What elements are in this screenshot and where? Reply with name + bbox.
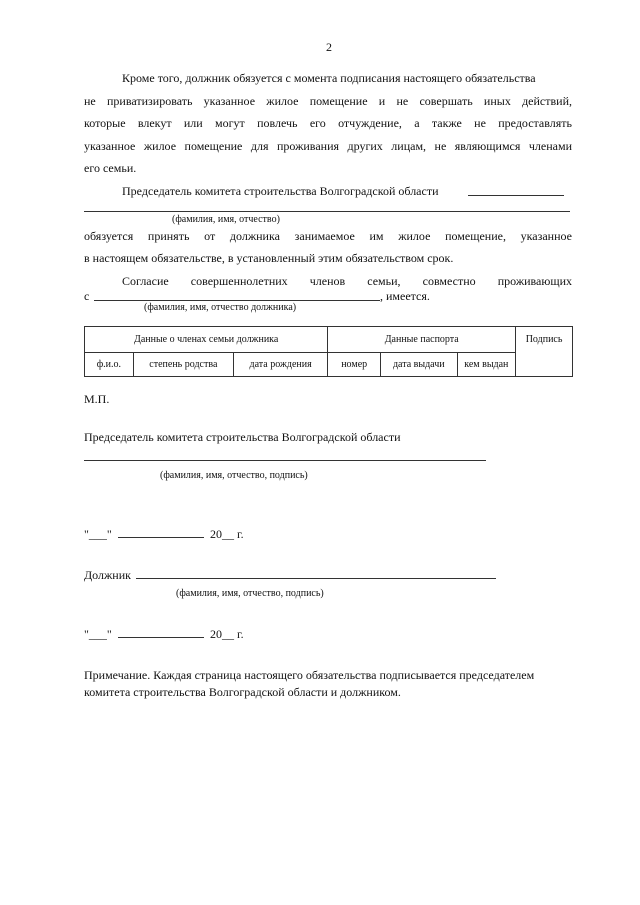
fio-caption-1: (фамилия, имя, отчество): [172, 214, 280, 225]
chairman-label: Председатель комитета строительства Волгоградской области: [122, 184, 439, 198]
consent-suffix: , имеется.: [380, 289, 430, 303]
note-line2: комитета строительства Волгоградской области и должником.: [84, 685, 401, 699]
debtor-label: Должник: [84, 568, 131, 582]
col-fio: ф.и.о.: [85, 353, 134, 377]
date2-quote: "___": [84, 627, 112, 641]
page-number: 2: [326, 40, 332, 54]
paragraph1-line4: указанное жилое помещение для проживания других лицам, не являющимся членами: [84, 139, 572, 153]
header-family-data: Данные о членах семьи должника: [85, 327, 328, 353]
stamp-place: М.П.: [84, 392, 110, 406]
col-relation: степень родства: [133, 353, 233, 377]
date2-year: 20__ г.: [210, 627, 244, 641]
debtor-sign-line: [136, 578, 496, 579]
paragraph2-line1: обязуется принять от должника занимаемое им жилое помещение, указанное: [84, 229, 572, 243]
chairman-label-2: Председатель комитета строительства Волгоградской области: [84, 430, 401, 444]
header-passport-data: Данные паспорта: [328, 327, 516, 353]
col-birth-date: дата рождения: [233, 353, 327, 377]
family-members-table: [84, 326, 573, 377]
fio-sign-caption-1: (фамилия, имя, отчество, подпись): [160, 470, 308, 481]
consent-line1: Согласие совершеннолетних членов семьи, совместно проживающих: [122, 274, 572, 288]
header-signature: Подпись: [516, 327, 573, 377]
chairman-fio-line: [84, 211, 570, 212]
paragraph1-line1: Кроме того, должник обязуется с момента подписания настоящего обязательства: [122, 71, 536, 85]
date2-month-line: [118, 637, 204, 638]
paragraph1-line5: его семьи.: [84, 161, 137, 175]
consent-caption: (фамилия, имя, отчество должника): [144, 302, 297, 313]
col-issue-date: дата выдачи: [381, 353, 457, 377]
col-passport-number: номер: [328, 353, 381, 377]
fio-sign-caption-2: (фамилия, имя, отчество, подпись): [176, 588, 324, 599]
consent-prefix: с: [84, 289, 90, 303]
col-issued-by: кем выдан: [457, 353, 516, 377]
note-line1: Примечание. Каждая страница настоящего обязательства подписывается председателем: [84, 668, 535, 682]
date1-quote: "___": [84, 527, 112, 541]
date1-year: 20__ г.: [210, 527, 244, 541]
paragraph1-line2: не приватизировать указанное жилое помещение и не совершать иных действий,: [84, 94, 572, 108]
chairman-signature-line: [468, 195, 564, 196]
paragraph2-line2: в настоящем обязательстве, в установленный этим обязательством срок.: [84, 251, 454, 265]
chairman-sign-line: [84, 460, 486, 461]
consent-fio-line: [94, 300, 380, 301]
date1-month-line: [118, 537, 204, 538]
paragraph1-line3: которые влекут или могут повлечь его отчуждение, а также не предоставлять: [84, 116, 572, 130]
